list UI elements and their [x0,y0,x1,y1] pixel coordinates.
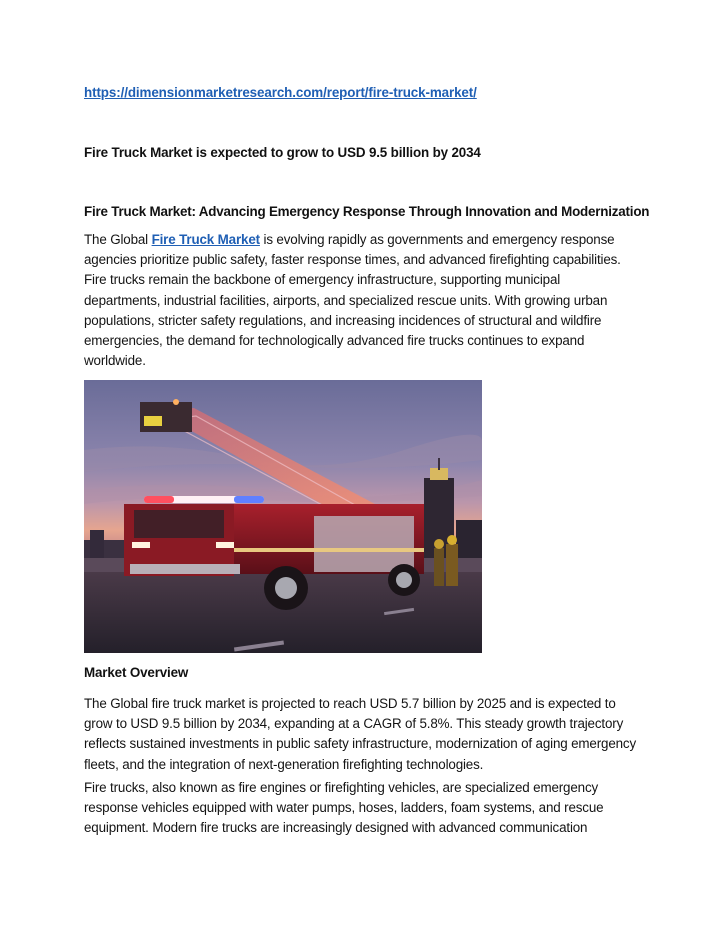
intro-line: worldwide. [84,353,146,369]
overview-line: equipment. Modern fire trucks are increasingly designed with advanced communication [84,820,588,836]
intro-line: populations, stricter safety regulations, and increasing incidences of structural and wildfire [84,312,602,328]
fire-truck-market-link[interactable]: Fire Truck Market [151,232,260,247]
market-overview-paragraph-2 [84,778,644,839]
overview-line: grow to USD 9.5 billion by 2034, expanding at a CAGR of 5.8%. This steady growth trajectory [84,716,624,732]
headline: Fire Truck Market is expected to grow to USD 9.5 billion by 2034 [84,145,481,160]
intro-line: emergencies, the demand for technologically advanced fire trucks continues to expand [84,333,585,349]
overview-line: reflects sustained investments in public safety infrastructure, modernization of aging emergency [84,736,637,752]
overview-line: response vehicles equipped with water pumps, hoses, ladders, foam systems, and rescue [84,800,604,816]
fire-truck-photo [84,380,482,653]
intro-line-1 [84,230,644,250]
section-title: Fire Truck Market: Advancing Emergency Response Through Innovation and Modernization [84,204,650,219]
intro-line: departments, industrial facilities, airports, and specialized rescue units. With growing urban [84,292,608,308]
market-overview-paragraph-1 [84,694,644,775]
intro-prefix: The Global [84,232,152,247]
market-overview-title: Market Overview [84,665,189,680]
intro-line-1-rest: is evolving rapidly as governments and emergency response [259,232,615,247]
source-url-link[interactable]: https://dimensionmarketresearch.com/report/fire-truck-market/ [84,85,477,100]
overview-line: fleets, and the integration of next-generation firefighting technologies. [84,756,484,772]
overview-line: The Global fire truck market is projected to reach USD 5.7 billion by 2025 and is expected to [84,696,616,711]
overview-line: Fire trucks, also known as fire engines or firefighting vehicles, are specialized emergency [84,780,599,795]
intro-line: agencies prioritize public safety, faster response times, and advanced firefighting capabilities. [84,252,621,268]
intro-line: Fire trucks remain the backbone of emergency infrastructure, supporting municipal [84,272,561,288]
intro-paragraph [84,230,644,371]
fire-truck-illustration [84,380,482,653]
